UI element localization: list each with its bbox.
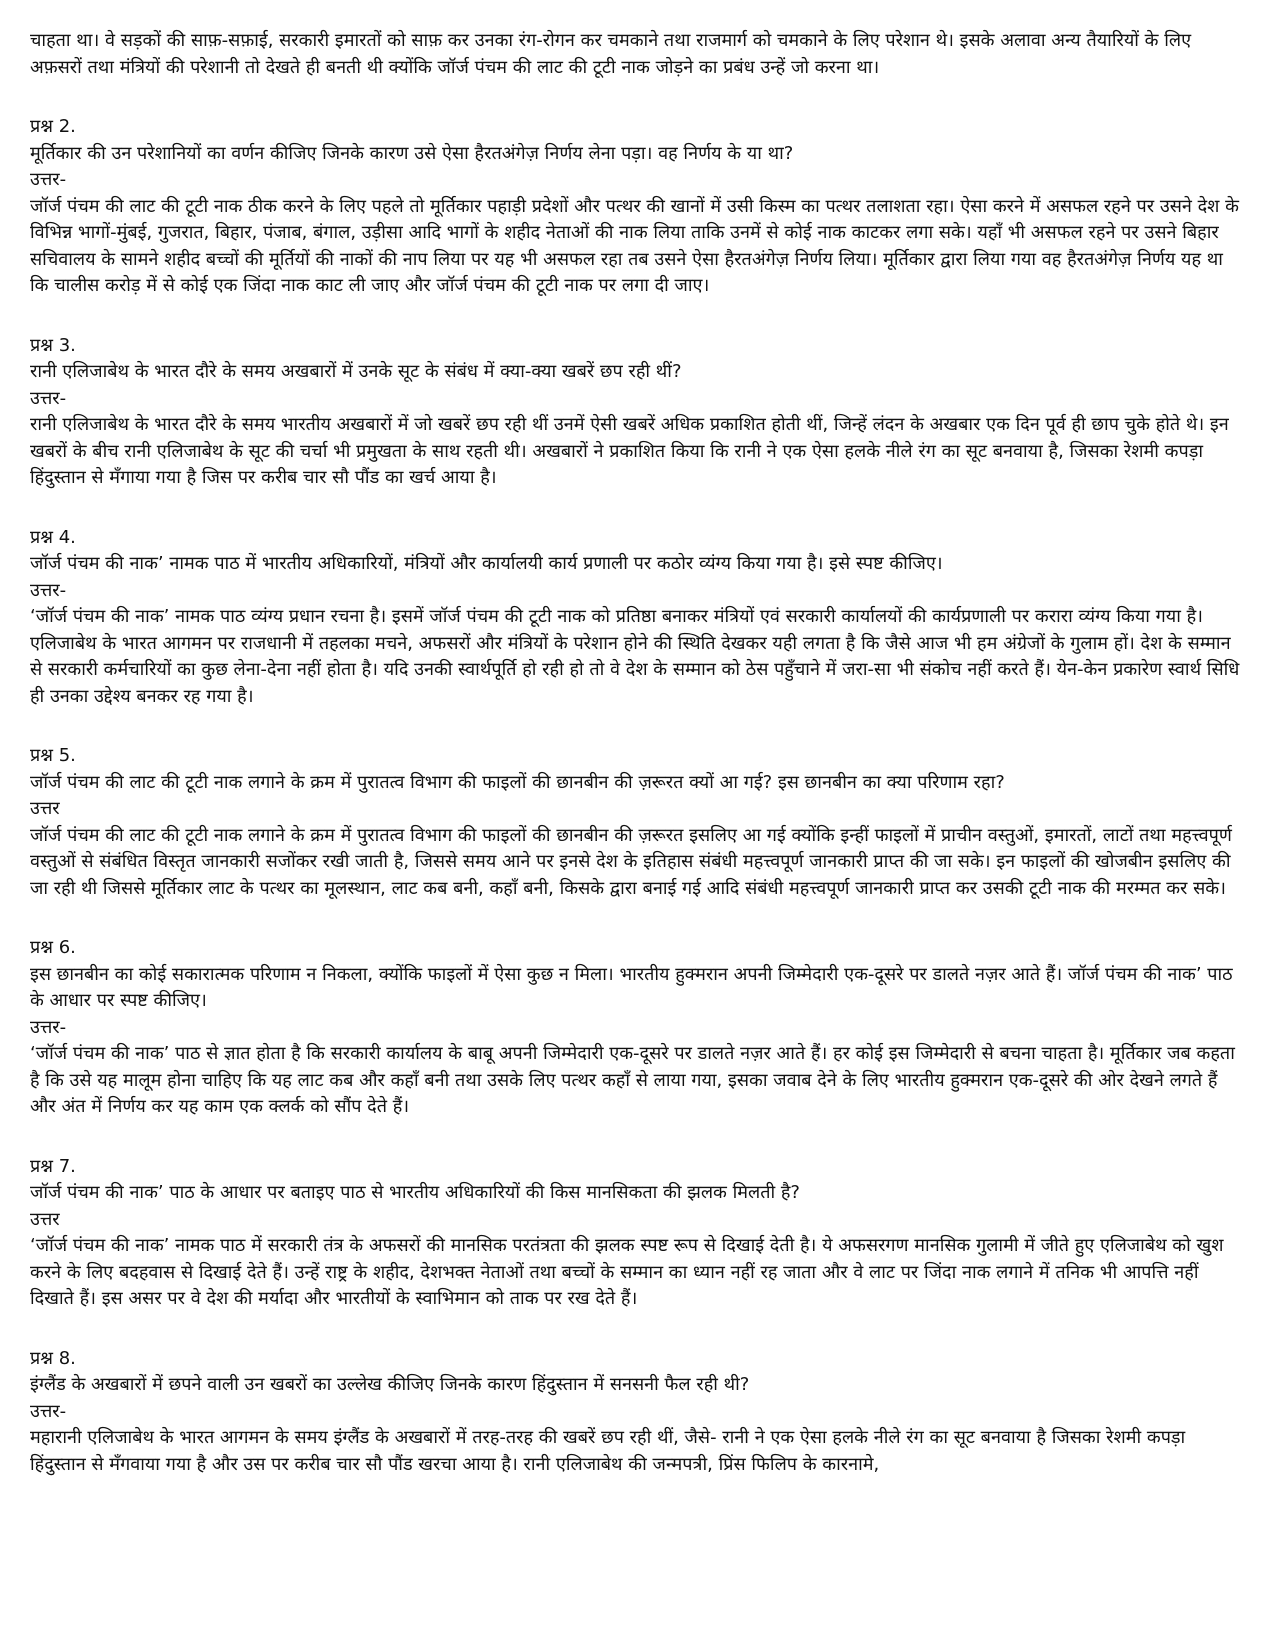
- question-block-6: [30, 935, 1245, 1121]
- answer-label: उत्तर: [30, 1208, 60, 1230]
- answer-label: उत्तर-: [30, 1016, 67, 1038]
- answer-text: जॉर्ज पंचम की लाट की टूटी नाक ठीक करने के लिए पहले तो मूर्तिकार पहाड़ी प्रदेशों और पत्थर की खानों में उसी किस्म का पत्थर तलाशता रहा। ऐसा करने में असफल रहने पर उसने देश के विभिन्न भागों-मुंबई, गुजरात, बिहार, पंजाब, बंगाल, उड़ीसा आदि भागों के शहीद नेताओं की नाक लिया ताकि उनमें से कोई नाक काटकर लगा सके। यहाँ भी असफल रहने पर उसने बिहार सचिवालय के सामने शहीद बच्चों की मूर्तियों की नाकों की नाप लिया पर यह भी असफल रहा तब उसने ऐसा हैरतअंगेज़ निर्णय लिया। मूर्तिकार द्वारा लिया गया वह हैरतअंगेज़ निर्णय यह था कि चालीस करोड़ में से कोई एक जिंदा नाक काट ली जाए और जॉर्ज पंचम की टूटी नाक पर लगा दी जाए।: [30, 195, 1239, 296]
- question-text: जॉर्ज पंचम की नाक’ नामक पाठ में भारतीय अधिकारियों, मंत्रियों और कार्यालयी कार्य प्रणाली पर कठोर व्यंग्य किया गया है। इसे स्पष्ट कीजिए।: [30, 553, 943, 574]
- answer-text: ‘जॉर्ज पंचम की नाक’ पाठ से ज्ञात होता है कि सरकारी कार्यालय के बाबू अपनी जिम्मेदारी एक-दूसरे पर डालते नज़र आते हैं। हर कोई इस जिम्मेदारी से बचना चाहता है। मूर्तिकार जब कहता है कि उसे यह मालूम होना चाहिए कि यह लाट कब और कहाँ बनी तथा उसके लिए पत्थर कहाँ से लाया गया, इसका जवाब देने के लिए भारतीय हुक्मरान एक-दूसरे की ओर देखने लगते हैं और अंत में निर्णय कर यह काम एक क्लर्क को सौंप देते हैं।: [30, 1043, 1235, 1117]
- question-text: रानी एलिजाबेथ के भारत दौरे के समय अखबारों में उनके सूट के संबंध में क्या-क्या खबरें छप रही थीं?: [30, 361, 682, 382]
- question-text: इंग्लैंड के अखबारों में छपने वाली उन खबरों का उल्लेख कीजिए जिनके कारण हिंदुस्तान में सनसनी फैल रही थी?: [30, 1374, 750, 1395]
- question-number: प्रश्न 5.: [30, 745, 76, 766]
- answer-label: उत्तर-: [30, 387, 67, 409]
- question-number: प्रश्न 8.: [30, 1347, 76, 1369]
- answer-label: उत्तर-: [30, 579, 67, 601]
- question-block-2: [30, 114, 1245, 300]
- question-number: प्रश्न 2.: [30, 116, 76, 137]
- question-text: जॉर्ज पंचम की लाट की टूटी नाक लगाने के क्रम में पुरातत्व विभाग की फाइलों की छानबीन की ज़रूरत क्यों आ गई? इस छानबीन का क्या परिणाम रहा?: [30, 771, 1005, 793]
- question-block-4: [30, 525, 1245, 711]
- answer-text: रानी एलिजाबेथ के भारत दौरे के समय भारतीय अखबारों में जो खबरें छप रही थीं उनमें ऐसी खबरें अधिक प्रकाशित होती थीं, जिन्हें लंदन के अखबार एक दिन पूर्व ही छाप चुके होते थे। इन खबरों के बीच रानी एलिजाबेथ के सूट की चर्चा भी प्रमुखता के साथ रहती थी। अखबारों ने प्रकाशित किया कि रानी ने एक ऐसा हलके नीले रंग का सूट बनवाया है, जिसका रेशमी कपड़ा हिंदुस्तान से मँगाया गया है जिस पर करीब चार सौ पौंड का खर्च आया है।: [30, 414, 1229, 488]
- answer-text: महारानी एलिजाबेथ के भारत आगमन के समय इंग्लैंड के अखबारों में तरह-तरह की खबरें छप रही थीं, जैसे- रानी ने एक ऐसा हलके नीले रंग का सूट बनवाया है जिसका रेशमी कपड़ा हिंदुस्तान से मँगवाया गया है और उस पर करीब चार सौ पौंड खरचा आया है। रानी एलिजाबेथ की जन्मपत्री, प्रिंस फिलिप के कारनामे,: [30, 1427, 1186, 1475]
- intro-paragraph: चाहता था। वे सड़कों की साफ़-सफ़ाई, सरकारी इमारतों को साफ़ कर उनका रंग-रोगन कर चमकाने तथा राजमार्ग को चमकाने के लिए परेशान थे। इसके अलावा अन्य तैयारियों के लिए अफ़सरों तथा मंत्रियों की परेशानी तो देखते ही बनती थी क्योंकि जॉर्ज पंचम की लाट की टूटी नाक जोड़ने का प्रबंध उन्हें जो करना था।: [30, 30, 1192, 78]
- question-text: जॉर्ज पंचम की नाक’ पाठ के आधार पर बताइए पाठ से भारतीय अधिकारियों की किस मानसिकता की झलक मिलती है?: [30, 1182, 800, 1203]
- question-number: प्रश्न 3.: [30, 334, 76, 356]
- question-text: मूर्तिकार की उन परेशानियों का वर्णन कीजिए जिनके कारण उसे ऐसा हैरतअंगेज़ निर्णय लेना पड़ा। वह निर्णय के या था?: [30, 142, 794, 164]
- question-text: इस छानबीन का कोई सकारात्मक परिणाम न निकला, क्योंकि फाइलों में ऐसा कुछ न मिला। भारतीय हुक्मरान अपनी जिम्मेदारी एक-दूसरे पर डालते नज़र आते हैं। जॉर्ज पंचम की नाक’ पाठ के आधार पर स्पष्ट कीजिए।: [30, 963, 1233, 1011]
- answer-text: ‘जॉर्ज पंचम की नाक’ नामक पाठ में सरकारी तंत्र के अफसरों की मानसिक परतंत्रता की झलक स्पष्ट रूप से दिखाई देती है। ये अफसरगण मानसिक गुलामी में जीते हुए एलिजाबेथ को खुश करने के लिए बदहवास से दिखाई देते हैं। उन्हें राष्ट्र के शहीद, देशभक्त नेताओं तथा बच्चों के सम्मान का ध्यान नहीं रह जाता और वे लाट पर जिंदा नाक लगाने में तनिक भी आपत्ति नहीं दिखाते हैं। इस असर पर वे देश की मर्यादा और भारतीयों के स्वाभिमान को ताक पर रख देते हैं।: [30, 1235, 1224, 1309]
- question-block-7: [30, 1154, 1245, 1313]
- answer-text: ‘जॉर्ज पंचम की नाक’ नामक पाठ व्यंग्य प्रधान रचना है। इसमें जॉर्ज पंचम की टूटी नाक को प्रतिष्ठा बनाकर मंत्रियों एवं सरकारी कार्यालयों की कार्यप्रणाली पर करारा व्यंग्य किया गया है। एलिजाबेथ के भारत आगमन पर राजधानी में तहलका मचने, अफसरों और मंत्रियों के परेशान होने की स्थिति देखकर यही लगता है कि जैसे आज भी हम अंग्रेजों के गुलाम हों। देश के सम्मान से सरकारी कर्मचारियों का कुछ लेना-देना नहीं होता है। यदि उनकी स्वार्थपूर्ति हो रही हो तो वे देश के सम्मान को ठेस पहुँचाने में जरा-सा भी संकोच नहीं करते हैं। येन-केन प्रकारेण स्वार्थ सिधि ही उनका उद्देश्य बनकर रह गया है।: [30, 606, 1240, 707]
- question-number: प्रश्न 4.: [30, 526, 76, 548]
- answer-label: उत्तर-: [30, 169, 67, 190]
- answer-label: उत्तर: [30, 798, 60, 819]
- answer-label: उत्तर-: [30, 1400, 67, 1422]
- question-number: प्रश्न 7.: [30, 1155, 76, 1177]
- answer-text: जॉर्ज पंचम की लाट की टूटी नाक लगाने के क्रम में पुरातत्व विभाग की फाइलों की छानबीन की ज़रूरत इसलिए आ गई क्योंकि इन्हीं फाइलों में प्राचीन वस्तुओं, इमारतों, लाटों तथा महत्त्वपूर्ण वस्तुओं से संबंधित विस्तृत जानकारी सजोंकर रखी जाती है, जिससे समय आने पर इनसे देश के इतिहास संबंधी महत्त्वपूर्ण जानकारी प्राप्त की जा सके। इन फाइलों की खोजबीन इसलिए की जा रही थी जिससे मूर्तिकार लाट के पत्थर का मूलस्थान, लाट कब बनी, कहाँ बनी, किसके द्वारा बनाई गई आदि संबंधी महत्त्वपूर्ण जानकारी प्राप्त कर उसकी टूटी नाक की मरम्मत कर सके।: [30, 824, 1232, 899]
- question-block-3: [30, 333, 1245, 492]
- question-block-5: [30, 743, 1245, 902]
- question-block-8: [30, 1346, 1245, 1479]
- question-number: प्रश्न 6.: [30, 937, 76, 958]
